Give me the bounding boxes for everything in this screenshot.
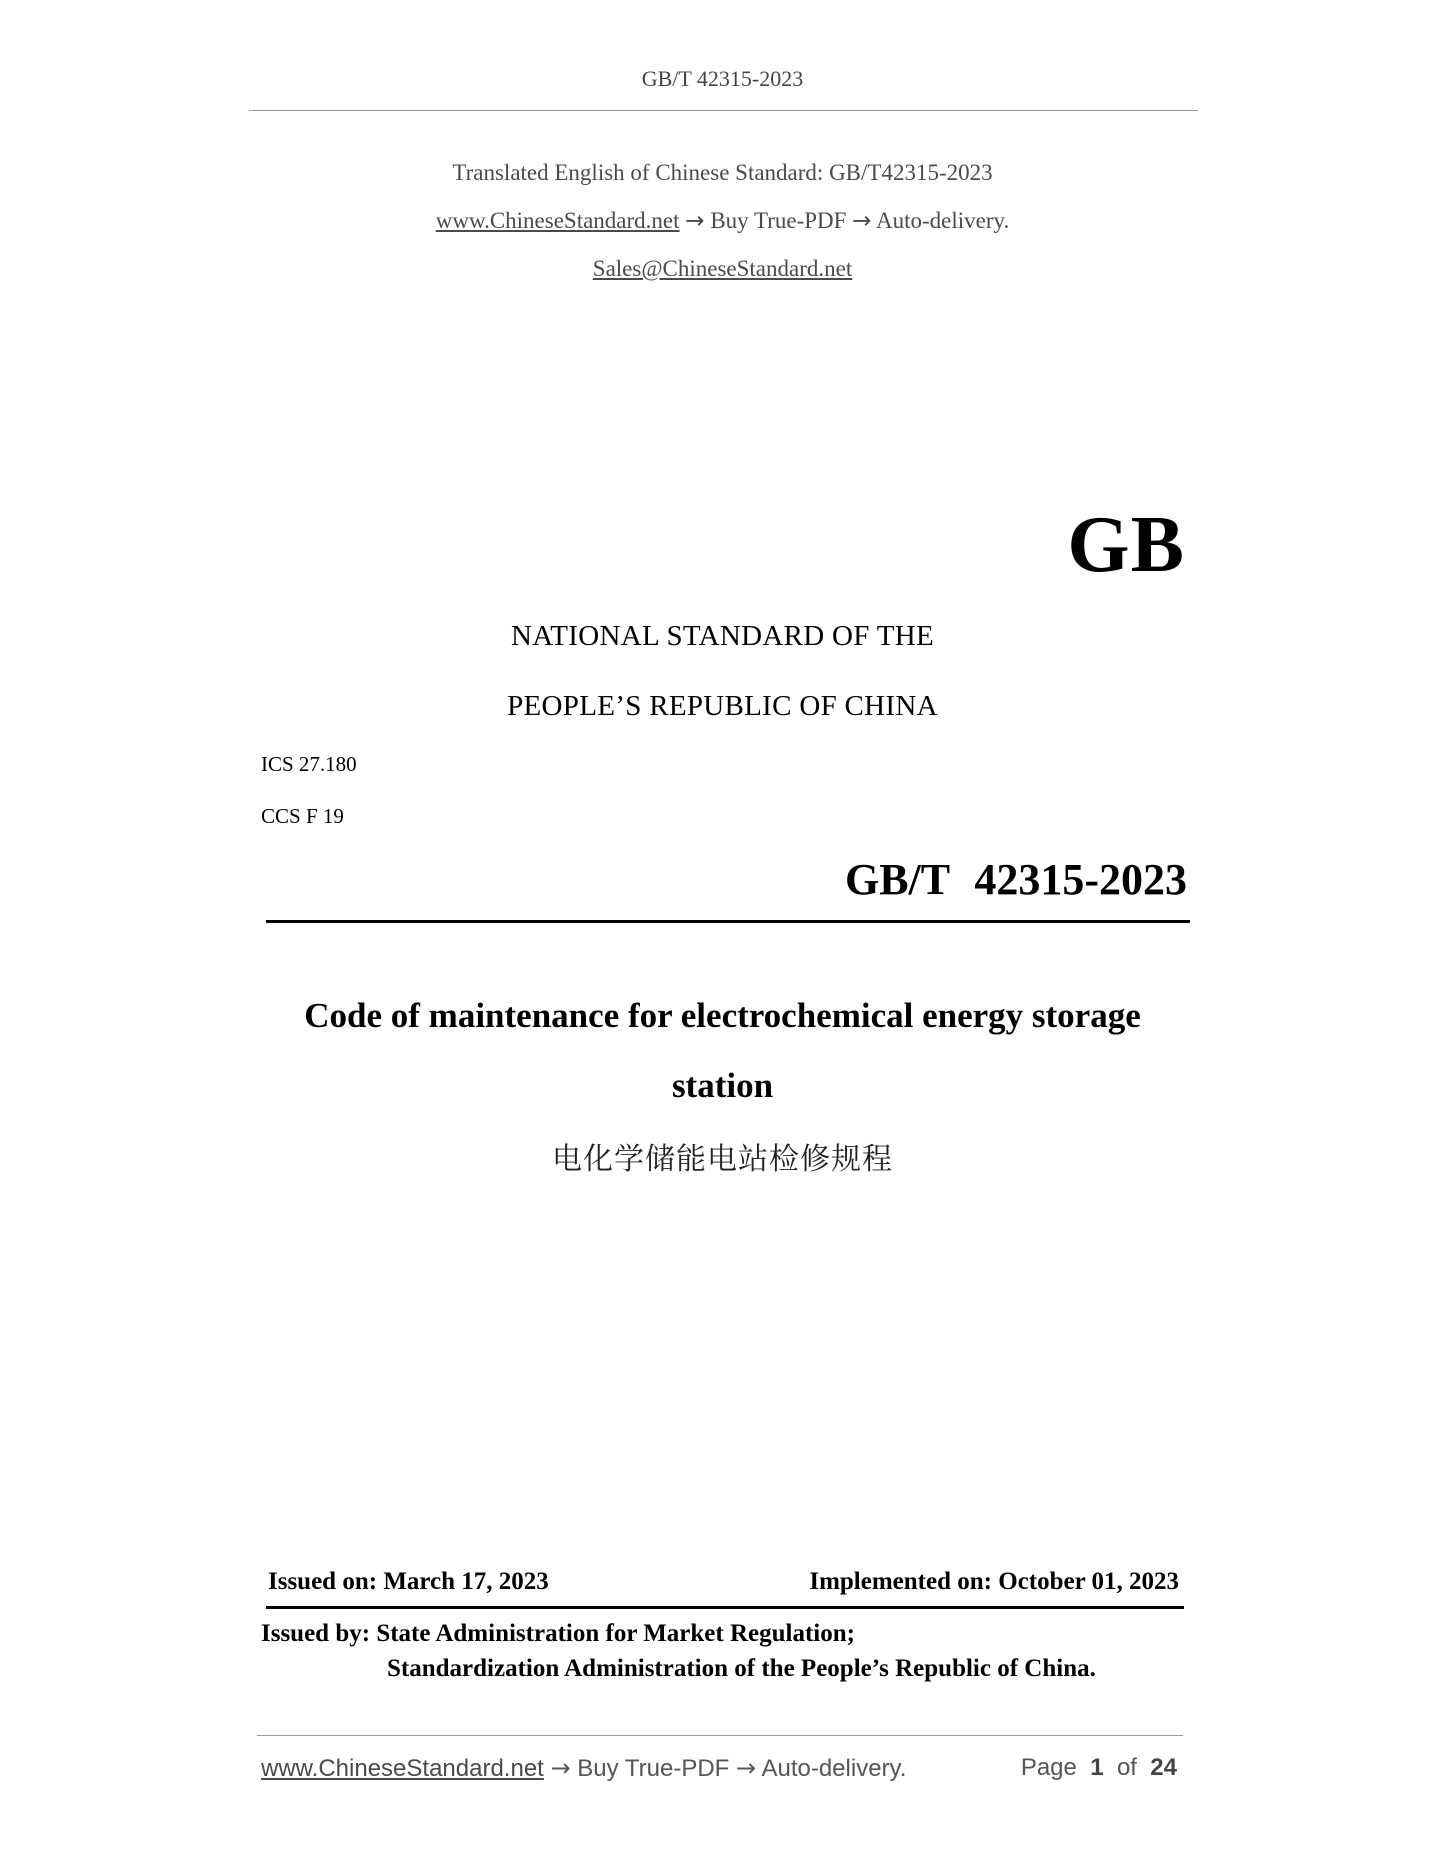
- footer-divider: [257, 1735, 1183, 1736]
- implemented-on-date: Implemented on: October 01, 2023: [809, 1568, 1179, 1595]
- page-label: Page: [1020, 1754, 1077, 1781]
- footer-promo: [261, 1754, 906, 1783]
- arrow-right-icon: →: [852, 208, 872, 234]
- arrow-right-icon: →: [736, 1754, 757, 1782]
- title-line1: Code of maintenance for electrochemical energy storage: [304, 996, 1141, 1035]
- national-standard-line2: PEOPLE’S REPUBLIC OF CHINA: [507, 690, 938, 722]
- standard-number-rule: [266, 920, 1190, 923]
- header-divider: [249, 110, 1198, 111]
- footer-site-link[interactable]: www.ChineseStandard.net: [261, 1755, 544, 1782]
- gb-mark: GB: [1067, 501, 1185, 589]
- title-chinese: 电化学储能电站检修规程: [552, 1142, 893, 1177]
- sales-email-link[interactable]: Sales@ChineseStandard.net: [592, 256, 853, 281]
- email-line: [0, 256, 1445, 282]
- of-label: of: [1116, 1754, 1137, 1781]
- buy-text: Buy True-PDF: [710, 208, 847, 233]
- running-header: GB/T 42315-2023: [641, 66, 804, 91]
- dates-rule: [266, 1606, 1184, 1609]
- page-indicator: [1021, 1754, 1177, 1782]
- translation-notice: Translated English of Chinese Standard: GB/T42315-2023: [452, 160, 993, 185]
- arrow-right-icon: →: [685, 208, 705, 234]
- ics-code: ICS 27.180: [261, 752, 357, 776]
- site-link[interactable]: www.ChineseStandard.net: [435, 208, 680, 233]
- title-line2: station: [671, 1066, 774, 1105]
- issued-by-line2: Standardization Administration of the People’s Republic of China.: [387, 1655, 1096, 1682]
- issued-on-date: Issued on: March 17, 2023: [268, 1568, 549, 1595]
- page-number: 1: [1090, 1754, 1104, 1781]
- standard-number: GB/T 42315-2023: [844, 855, 1187, 904]
- auto-delivery-text: Auto-delivery.: [875, 208, 1010, 233]
- footer-auto-delivery-text: Auto-delivery.: [761, 1755, 907, 1782]
- footer-buy-text: Buy True-PDF: [577, 1755, 730, 1782]
- issued-by-line1: Issued by: State Administration for Market Regulation;: [261, 1620, 855, 1647]
- promo-line: [0, 208, 1445, 234]
- arrow-right-icon: →: [550, 1754, 571, 1782]
- ccs-code: CCS F 19: [261, 804, 344, 828]
- national-standard-line1: NATIONAL STANDARD OF THE: [511, 620, 934, 652]
- page-total: 24: [1150, 1754, 1177, 1781]
